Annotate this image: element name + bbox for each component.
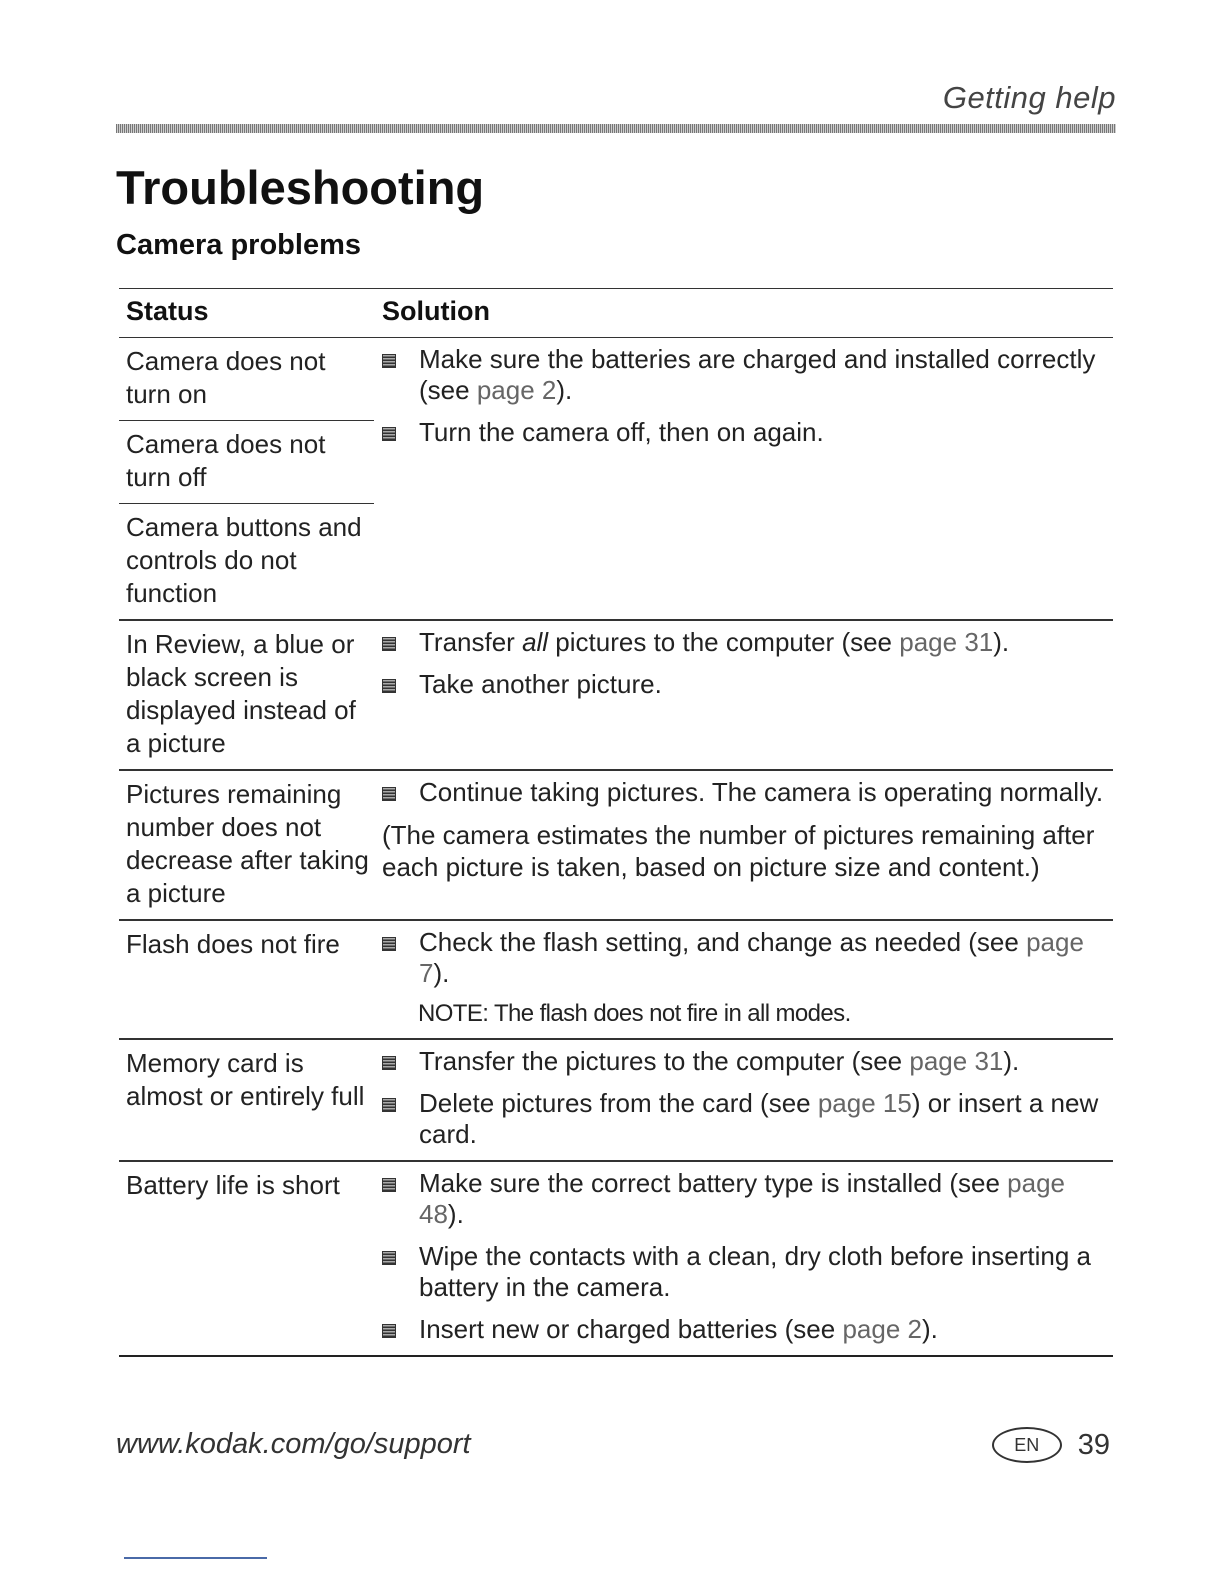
solution-item (382, 627, 1105, 658)
table-section (119, 338, 1113, 621)
solution-column (374, 1040, 1113, 1160)
text-run: Wipe the contacts with a clean, dry cloth before inserting a battery in the camera. (419, 1241, 1092, 1302)
bullet-square-icon (382, 427, 396, 441)
text-run: Make sure the batteries are charged and installed correctly (see (419, 344, 1096, 405)
solution-item (382, 1088, 1105, 1150)
solution-item (382, 927, 1105, 989)
status-column (119, 338, 374, 619)
section-subtitle: Camera problems (116, 229, 361, 261)
text-run: ). (993, 627, 1010, 657)
page-title: Troubleshooting (116, 161, 485, 214)
page-link[interactable]: page 2 (476, 375, 557, 405)
table-section (119, 771, 1113, 921)
header-rule (116, 124, 1116, 133)
solution-item-text (419, 1314, 938, 1345)
status-column (119, 921, 374, 1038)
table-section (119, 621, 1113, 771)
solution-column (374, 621, 1113, 769)
status-cell: Pictures remaining number does not decrease after taking a picture (126, 779, 369, 908)
status-cell: Flash does not fire (126, 929, 340, 959)
bullet-square-icon (382, 787, 396, 801)
solution-text (382, 819, 1105, 883)
bullet-square-icon (382, 1178, 396, 1192)
solution-item (382, 1168, 1105, 1230)
solution-item (382, 1046, 1105, 1077)
bullet-square-icon (382, 1251, 396, 1265)
solution-column (374, 1162, 1113, 1355)
text-run: Turn the camera off, then on again. (419, 417, 824, 447)
solution-item (382, 777, 1105, 808)
bullet-square-icon (382, 679, 396, 693)
status-cell: Battery life is short (126, 1170, 340, 1200)
status-column (119, 621, 374, 769)
status-cell: Memory card is almost or entirely full (126, 1048, 365, 1111)
troubleshooting-table (119, 288, 1113, 1357)
table-section (119, 921, 1113, 1040)
text-run: ). (556, 375, 573, 405)
text-run: all (522, 627, 549, 657)
bullet-square-icon (382, 354, 396, 368)
solution-item-text (419, 1088, 1105, 1150)
table-section (119, 1040, 1113, 1162)
solution-item-text (419, 344, 1105, 406)
text-run: Make sure the correct battery type is installed (see (419, 1168, 1008, 1198)
bullet-square-icon (382, 637, 396, 651)
text-run: ) or insert a new card. (419, 1088, 1099, 1149)
status-column-header: Status (126, 296, 209, 326)
bullet-square-icon (382, 1324, 396, 1338)
language-badge: EN (992, 1427, 1062, 1463)
solution-column (374, 921, 1113, 1038)
solution-item (382, 669, 1105, 700)
footer-page-info (992, 1427, 1110, 1463)
text-run: Insert new or charged batteries (see (419, 1314, 843, 1344)
solution-item-text (419, 1046, 1019, 1077)
running-head: Getting help (942, 80, 1116, 115)
text-run: Transfer (419, 627, 523, 657)
footer-url[interactable]: www.kodak.com/go/support (116, 1428, 471, 1460)
solution-item-text (419, 669, 662, 700)
text-run: Continue taking pictures. The camera is operating normally. (419, 777, 1104, 807)
page-link[interactable]: page 31 (909, 1046, 1004, 1076)
solution-item-text (419, 1241, 1105, 1303)
status-cell: Camera does not turn on (119, 338, 374, 421)
text-run: ). (433, 958, 450, 988)
text-run: ). (447, 1199, 464, 1229)
text-run: Delete pictures from the card (see (419, 1088, 818, 1118)
page-link[interactable]: page 2 (842, 1314, 922, 1344)
page-link[interactable]: page 7 (419, 927, 1084, 988)
page-number: 39 (1077, 1428, 1110, 1461)
page-link[interactable]: page 48 (419, 1168, 1065, 1229)
bullet-square-icon (382, 1098, 396, 1112)
solution-note (418, 1000, 1105, 1028)
solution-item (382, 417, 1105, 448)
text-run: pictures to the computer (see (548, 627, 900, 657)
text-run: Check the flash setting, and change as needed (see (419, 927, 1027, 957)
solution-column (374, 771, 1113, 919)
status-column (119, 771, 374, 919)
solution-item-text (419, 417, 824, 448)
solution-item (382, 344, 1105, 406)
table-section (119, 1162, 1113, 1357)
table-header (119, 288, 1113, 338)
status-cell: Camera does not turn off (119, 421, 374, 504)
text-run: (The camera estimates the number of pictures remaining after each picture is taken, based on picture size and content.) (382, 820, 1095, 882)
solution-item (382, 1314, 1105, 1345)
status-column (119, 1040, 374, 1160)
text-run: Take another picture. (419, 669, 662, 699)
text-run: ). (921, 1314, 938, 1344)
solution-column-header: Solution (382, 296, 490, 326)
text-run: Transfer the pictures to the computer (see (419, 1046, 910, 1076)
page-link[interactable]: page 31 (899, 627, 994, 657)
solution-column (374, 338, 1113, 619)
bullet-square-icon (382, 937, 396, 951)
footer-rule (124, 1557, 267, 1559)
solution-item-text (419, 927, 1105, 989)
solution-item-text (419, 777, 1103, 808)
status-column (119, 1162, 374, 1355)
solution-item (382, 1241, 1105, 1303)
solution-item-text (419, 627, 1009, 658)
status-cell: In Review, a blue or black screen is displayed instead of a picture (126, 629, 356, 758)
solution-item-text (419, 1168, 1105, 1230)
bullet-square-icon (382, 1056, 396, 1070)
text-run: NOTE: The flash does not fire in all modes. (418, 1000, 851, 1027)
table-body (119, 338, 1113, 1357)
page-link[interactable]: page 15 (817, 1088, 912, 1118)
status-cell: Camera buttons and controls do not function (126, 512, 362, 608)
text-run: ). (1003, 1046, 1020, 1076)
